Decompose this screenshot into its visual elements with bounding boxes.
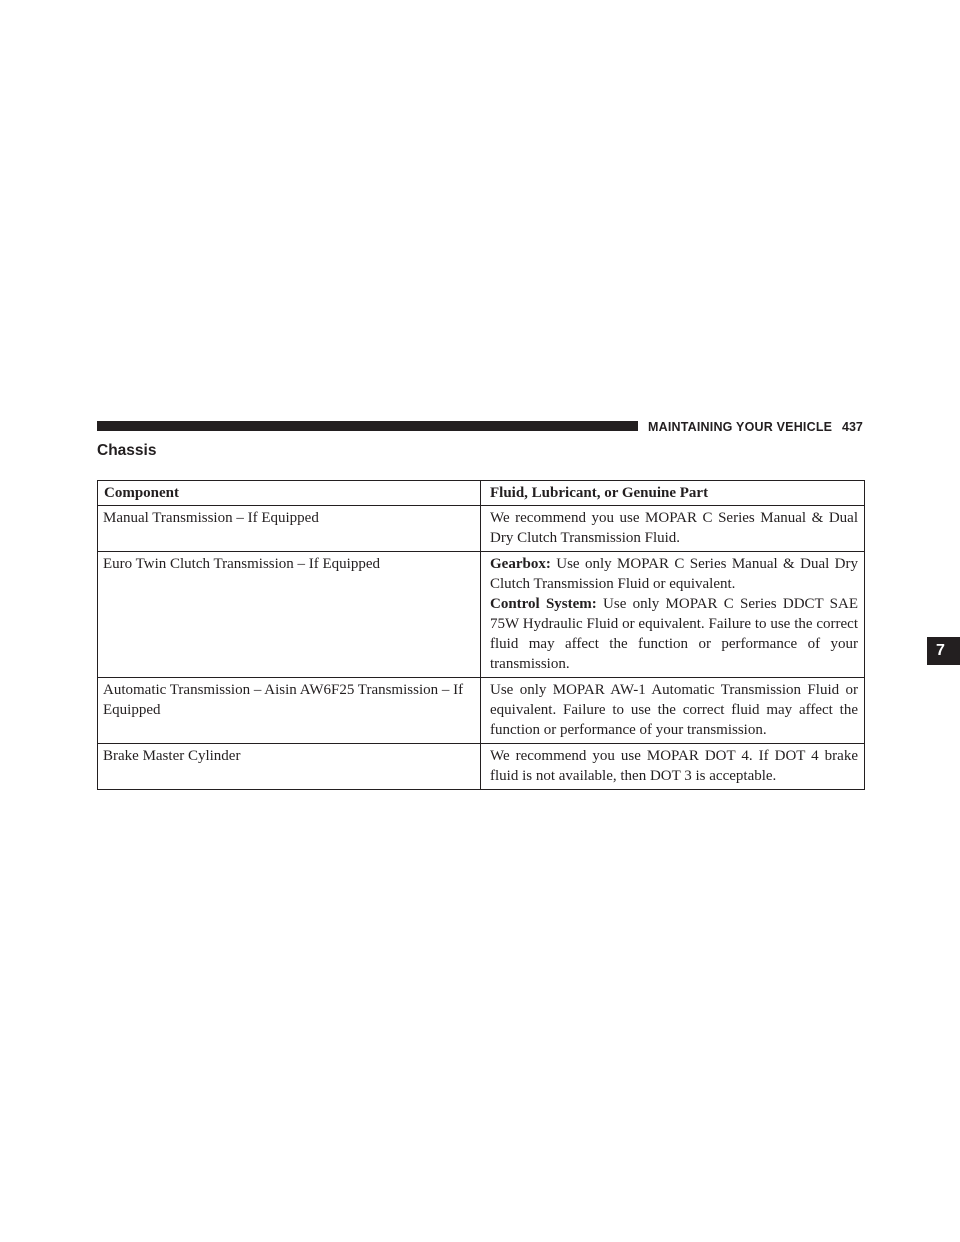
fluid-part-text: Use only MOPAR C Series DDCT SAE 75W Hydraulic Fluid or equivalent. Failure to use the correct fluid may affect the function or performance of your transmission. xyxy=(490,596,859,672)
fluid-cell xyxy=(481,552,865,678)
chapter-tab: 7 xyxy=(927,637,960,665)
section-title: Chassis xyxy=(97,442,157,459)
column-header-fluid: Fluid, Lubricant, or Genuine Part xyxy=(481,481,865,506)
component-cell: Brake Master Cylinder xyxy=(98,744,481,790)
header-rule xyxy=(97,421,638,431)
component-cell: Automatic Transmission – Aisin AW6F25 Transmission – If Equipped xyxy=(98,678,481,744)
fluids-table xyxy=(97,480,865,790)
fluid-cell: Use only MOPAR AW-1 Automatic Transmission Fluid or equivalent. Failure to use the correct fluid may affect the function or performance of your transmission. xyxy=(481,678,865,744)
fluid-cell: We recommend you use MOPAR C Series Manual & Dual Dry Clutch Transmission Fluid. xyxy=(481,506,865,552)
table-row xyxy=(98,552,865,678)
fluid-part-text: Use only MOPAR C Series Manual & Dual Dry Clutch Transmission Fluid or equivalent. xyxy=(490,556,859,592)
component-cell: Manual Transmission – If Equipped xyxy=(98,506,481,552)
fluid-part-control-system xyxy=(490,594,858,674)
table-header-row xyxy=(98,481,865,506)
fluid-part-gearbox xyxy=(490,554,858,594)
table-row xyxy=(98,744,865,790)
column-header-component: Component xyxy=(98,481,481,506)
component-cell: Euro Twin Clutch Transmission – If Equipped xyxy=(98,552,481,678)
fluid-part-label: Control System: xyxy=(490,596,597,612)
table-row xyxy=(98,506,865,552)
table-row xyxy=(98,678,865,744)
fluid-part-label: Gearbox: xyxy=(490,556,551,572)
fluid-cell: We recommend you use MOPAR DOT 4. If DOT 4 brake fluid is not available, then DOT 3 is acceptable. xyxy=(481,744,865,790)
page-number: 437 xyxy=(842,420,863,434)
running-header-section: MAINTAINING YOUR VEHICLE xyxy=(648,420,833,434)
